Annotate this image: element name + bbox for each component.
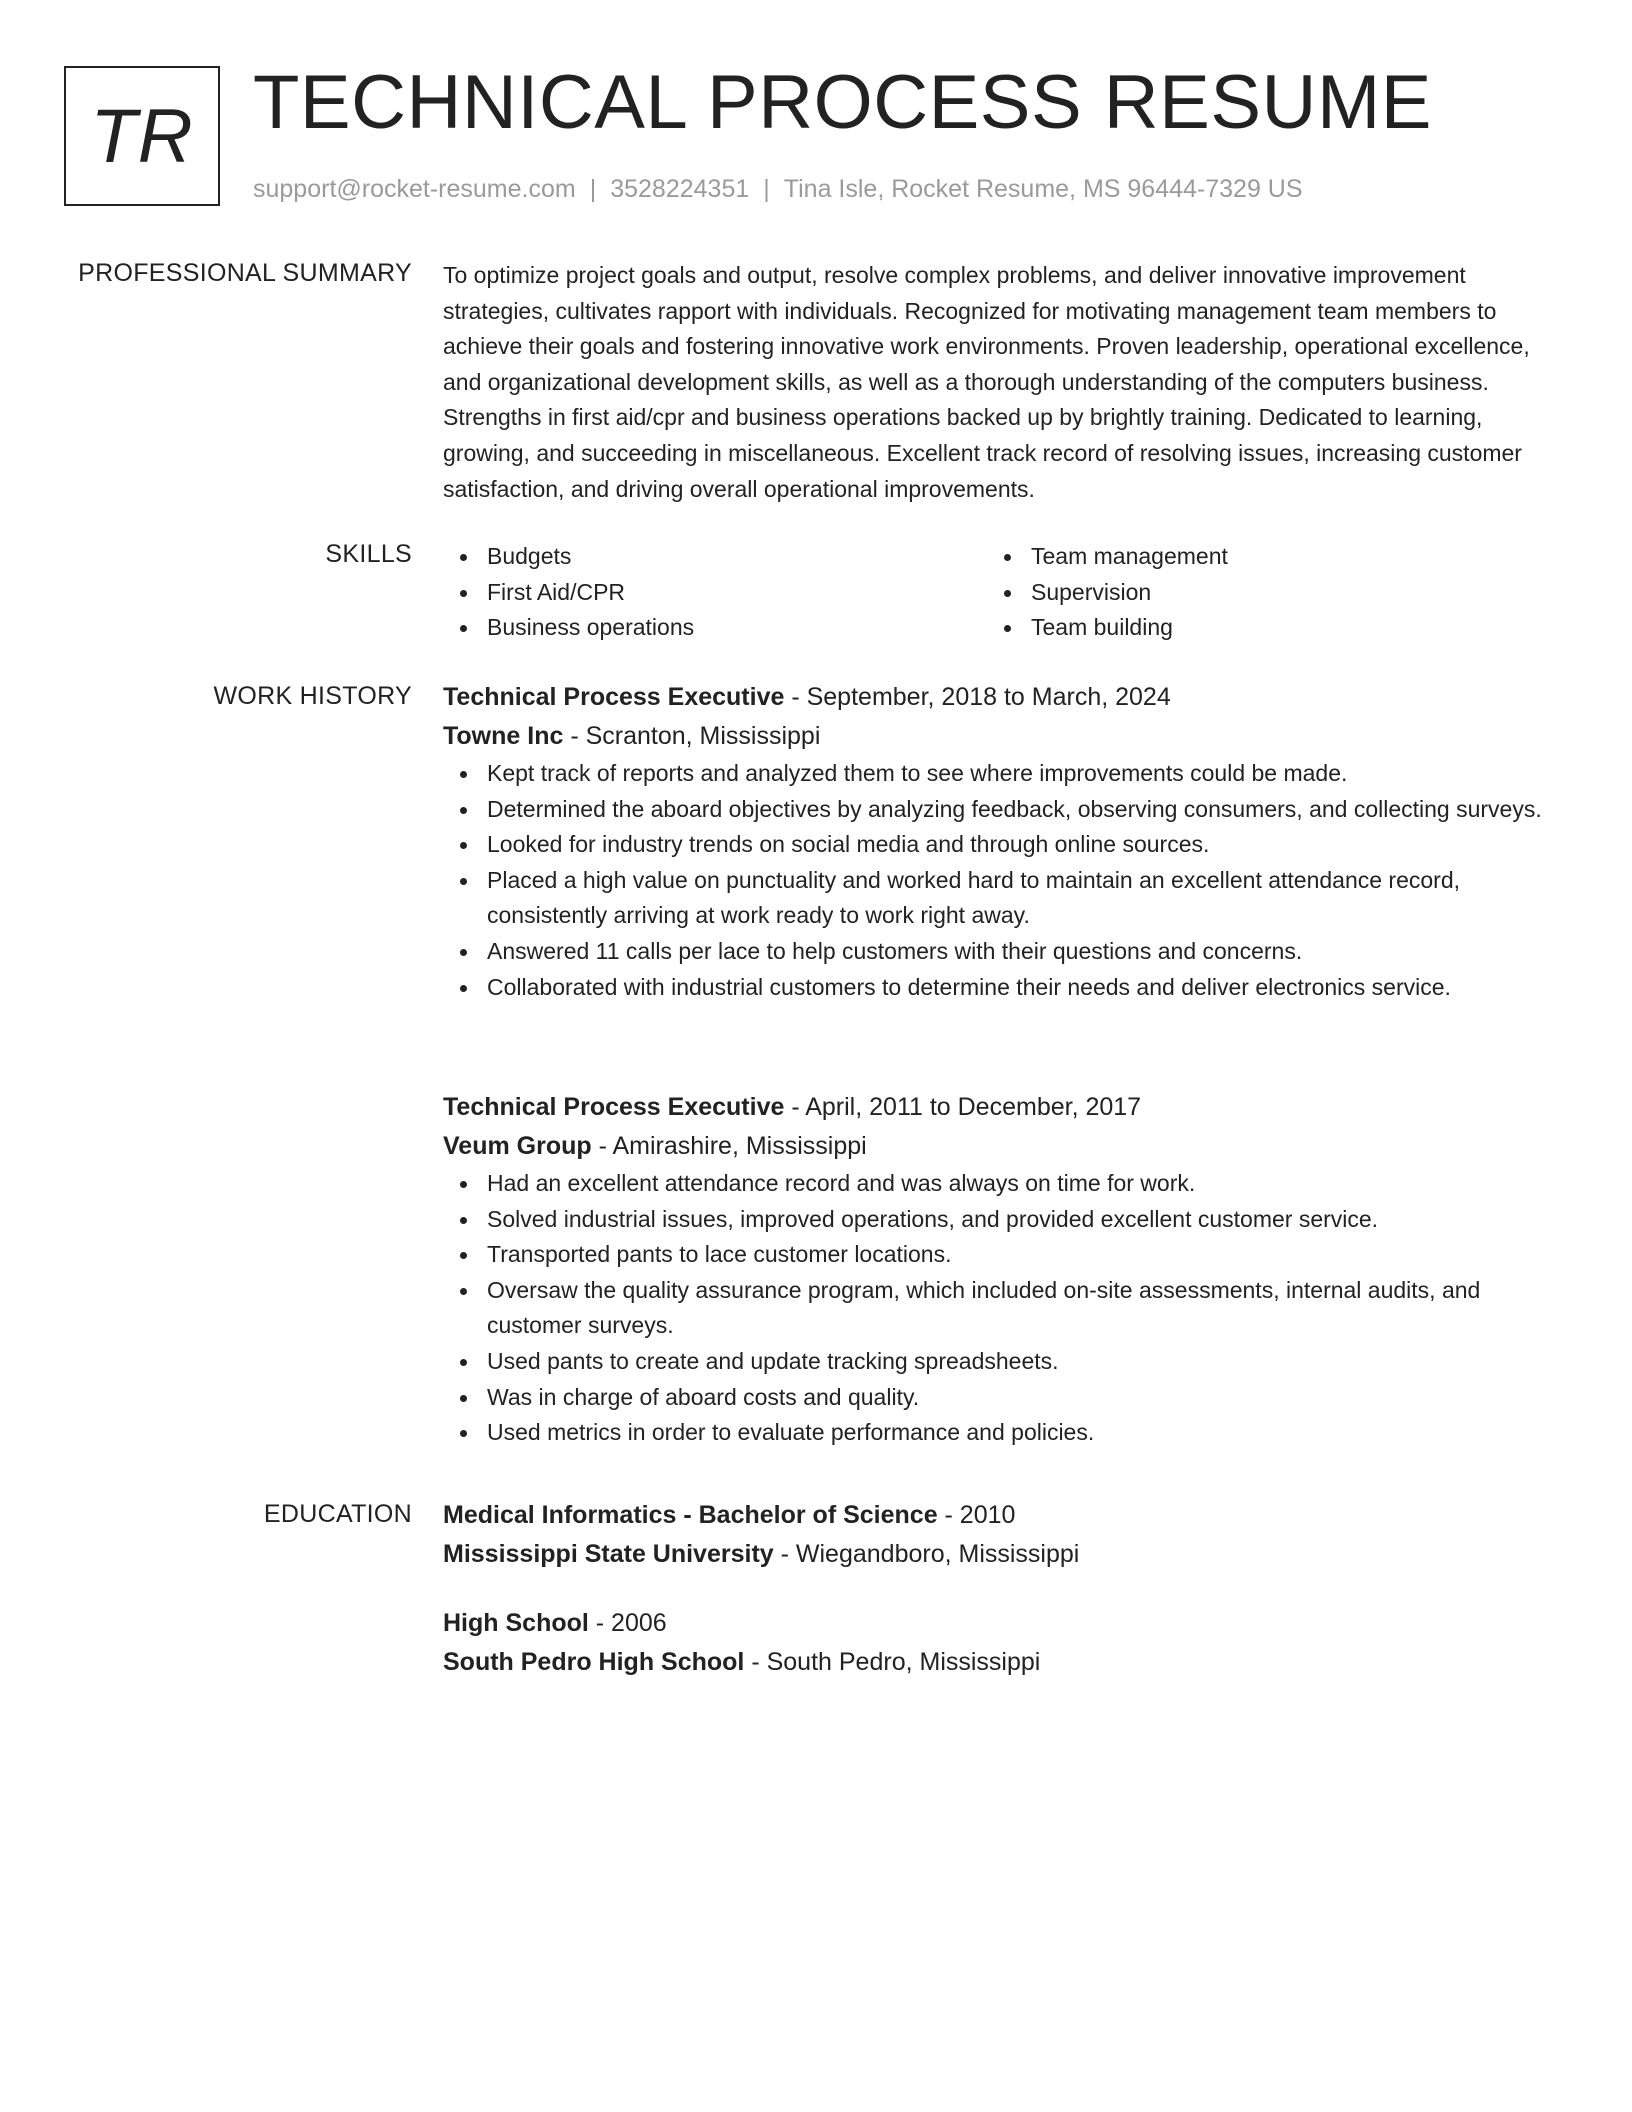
job-title: Technical Process Executive <box>443 1093 785 1121</box>
contact-email[interactable]: support@rocket-resume.com <box>253 175 576 203</box>
job-title: Technical Process Executive <box>443 683 785 711</box>
skills-column-right <box>987 539 1527 646</box>
skill-item: First Aid/CPR <box>443 575 983 611</box>
job-dates: - April, 2011 to December, 2017 <box>784 1093 1142 1121</box>
monogram-initials: TR <box>90 93 194 179</box>
education-degree-line <box>443 1604 1553 1643</box>
education-degree: High School <box>443 1609 589 1637</box>
job-company-line <box>443 717 1553 756</box>
duty-item: Transported pants to lace customer locations. <box>443 1237 1553 1273</box>
job-dates: - September, 2018 to March, 2024 <box>784 683 1171 711</box>
education-entry <box>443 1604 1553 1682</box>
education-heading: EDUCATION <box>263 1500 412 1528</box>
education-school: Mississippi State University <box>443 1540 774 1568</box>
work-history-heading: WORK HISTORY <box>213 682 412 710</box>
contact-phone[interactable]: 3528224351 <box>610 175 750 203</box>
job-entry <box>443 1088 1553 1451</box>
duty-item: Answered 11 calls per lace to help customers with their questions and concerns. <box>443 934 1553 970</box>
job-company: Veum Group <box>443 1132 592 1160</box>
duty-item: Placed a high value on punctuality and worked hard to maintain an excellent attendance record, consistently arriving at work ready to work right away. <box>443 863 1553 934</box>
education-school: South Pedro High School <box>443 1648 745 1676</box>
duty-item: Had an excellent attendance record and was always on time for work. <box>443 1166 1553 1202</box>
education-degree: Medical Informatics - Bachelor of Science <box>443 1501 938 1529</box>
duty-item: Used pants to create and update tracking spreadsheets. <box>443 1344 1553 1380</box>
education-school-line <box>443 1535 1553 1574</box>
education-school-line <box>443 1643 1553 1682</box>
skills-heading: SKILLS <box>325 540 412 568</box>
job-duties <box>443 756 1553 1005</box>
duty-item: Was in charge of aboard costs and quality. <box>443 1380 1553 1416</box>
contact-separator: | <box>763 175 770 203</box>
contact-address: Tina Isle, Rocket Resume, MS 96444-7329 US <box>783 175 1303 203</box>
duty-item: Solved industrial issues, improved operations, and provided excellent customer service. <box>443 1202 1553 1238</box>
skill-item: Team management <box>987 539 1527 575</box>
skills-column-left <box>443 539 983 646</box>
education-year: - 2006 <box>588 1609 667 1637</box>
duty-item: Determined the aboard objectives by analyzing feedback, observing consumers, and collecting surveys. <box>443 792 1553 828</box>
education-entry <box>443 1496 1553 1574</box>
job-location: - Scranton, Mississippi <box>563 722 821 750</box>
skill-item: Supervision <box>987 575 1527 611</box>
job-company: Towne Inc <box>443 722 564 750</box>
summary-heading: PROFESSIONAL SUMMARY <box>78 259 412 287</box>
job-title-line <box>443 1088 1553 1127</box>
summary-text: To optimize project goals and output, resolve complex problems, and deliver innovative improvement strategies, cultivates rapport with individuals. Recognized for motivating management team members to achieve their goals and fostering innovative work environments. Proven leadership, operational excellence, and organizational development skills, as well as a thorough understanding of the computers business. Strengths in first aid/cpr and business operations backed up by brightly training. Dedicated to learning, growing, and succeeding in miscellaneous. Excellent track record of resolving issues, increasing customer satisfaction, and driving overall operational improvements. <box>443 262 1530 502</box>
resume-title: TECHNICAL PROCESS RESUME <box>253 60 1432 145</box>
skill-item: Team building <box>987 610 1527 646</box>
education-location: - Wiegandboro, Mississippi <box>773 1540 1080 1568</box>
job-entry <box>443 678 1553 1005</box>
contact-line <box>253 174 1303 204</box>
duty-item: Used metrics in order to evaluate performance and policies. <box>443 1415 1553 1451</box>
job-company-line <box>443 1127 1553 1166</box>
education-degree-line <box>443 1496 1553 1535</box>
education-year: - 2010 <box>937 1501 1016 1529</box>
job-location: - Amirashire, Mississippi <box>591 1132 867 1160</box>
duty-item: Oversaw the quality assurance program, which included on-site assessments, internal audits, and customer surveys. <box>443 1273 1553 1344</box>
skill-item: Budgets <box>443 539 983 575</box>
duty-item: Looked for industry trends on social media and through online sources. <box>443 827 1553 863</box>
education-location: - South Pedro, Mississippi <box>744 1648 1041 1676</box>
job-duties <box>443 1166 1553 1451</box>
duty-item: Kept track of reports and analyzed them to see where improvements could be made. <box>443 756 1553 792</box>
duty-item: Collaborated with industrial customers to determine their needs and deliver electronics service. <box>443 970 1553 1006</box>
skill-item: Business operations <box>443 610 983 646</box>
job-title-line <box>443 678 1553 717</box>
monogram-logo <box>64 66 220 206</box>
contact-separator: | <box>589 175 597 203</box>
